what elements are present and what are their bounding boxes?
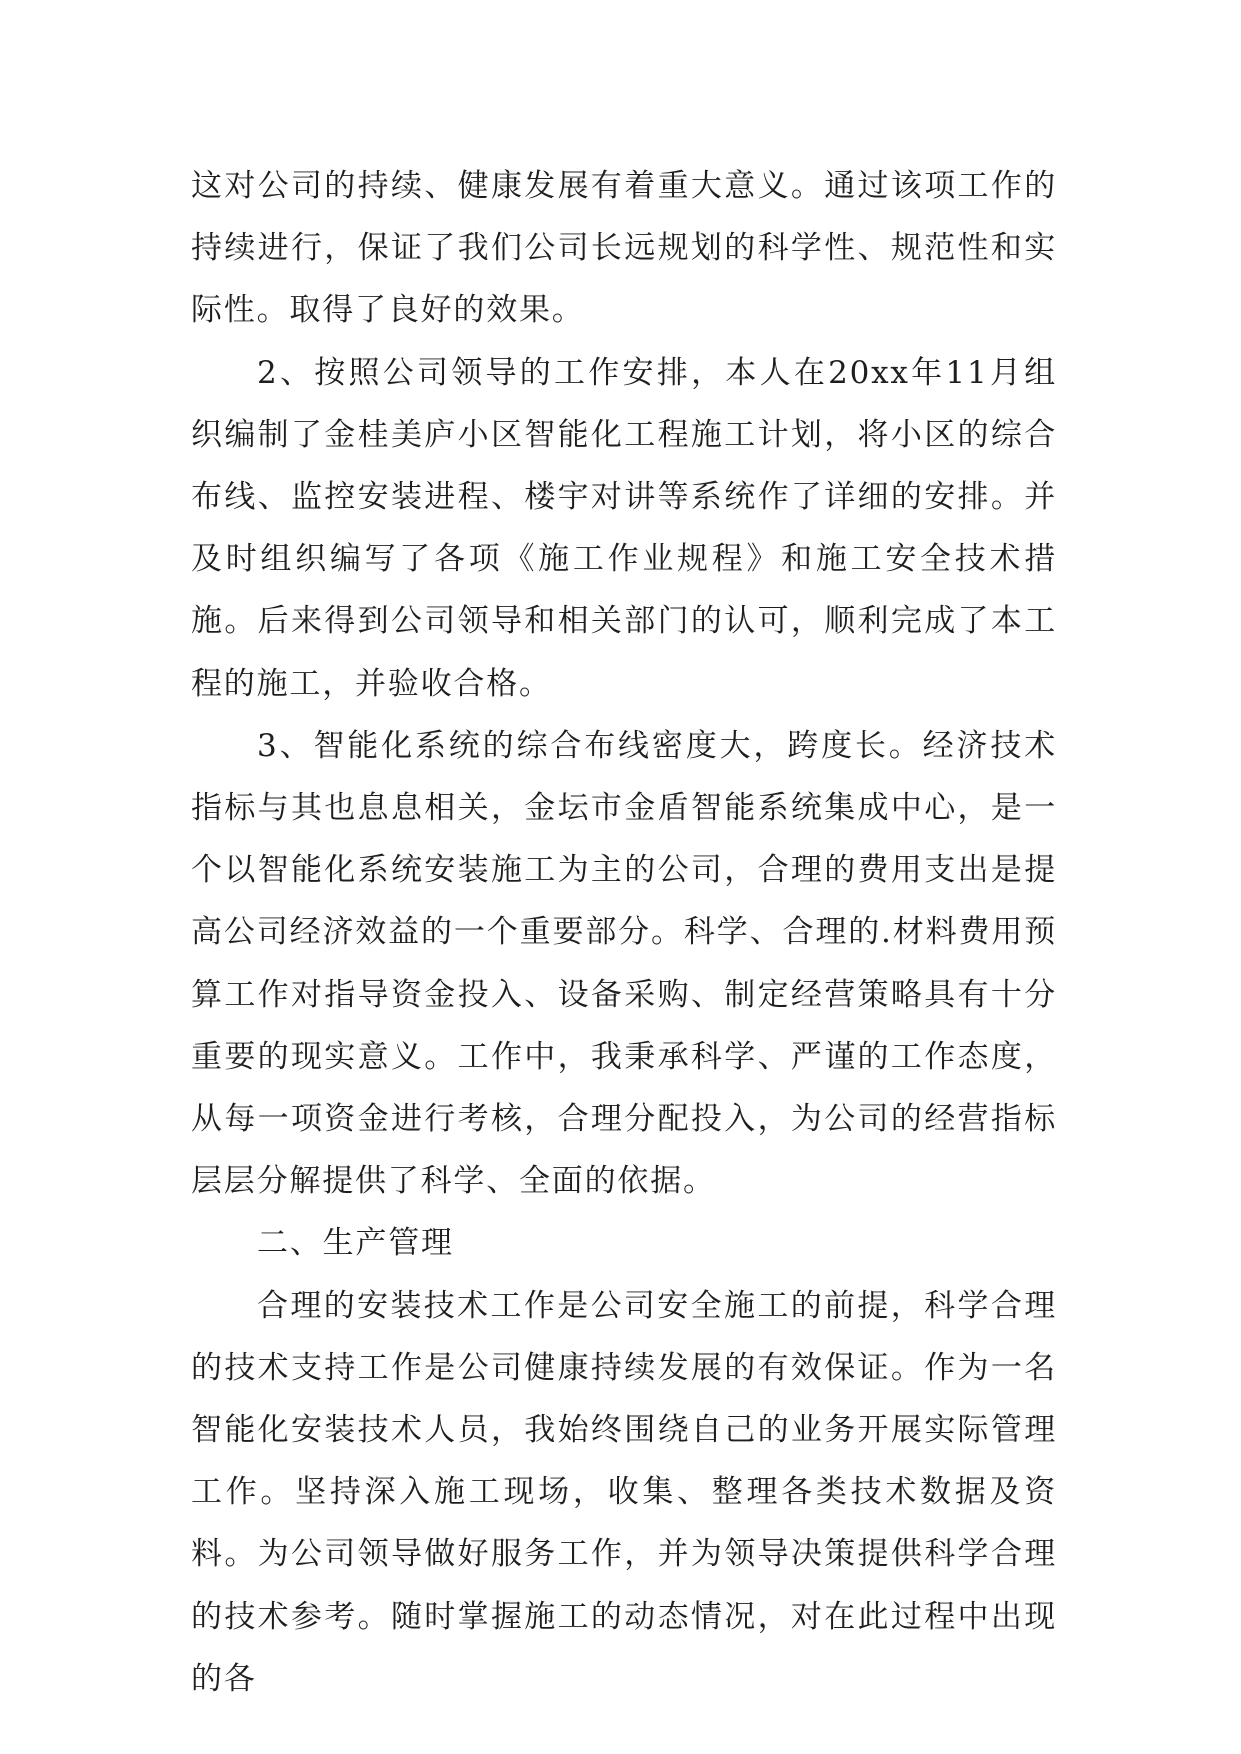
paragraph-item-3: 3、智能化系统的综合布线密度大，跨度长。经济技术指标与其也息息相关，金坛市金盾智能系统集成中心，是一个以智能化系统安装施工为主的公司，合理的费用支出是提高公司经济效益的一个重要部分。科学、合理的.材料费用预算工作对指导资金投入、设备采购、制定经营策略具有十分重要的现实意义。工作中，我秉承科学、严谨的工作态度，从每一项资金进行考核，合理分配投入，为公司的经营指标层层分解提供了科学、全面的依据。 bbox=[191, 727, 1057, 1200]
section-heading-production-management: 二、生产管理 bbox=[257, 1225, 454, 1262]
paragraph-production-management-body: 合理的安装技术工作是公司安全施工的前提，科学合理的技术支持工作是公司健康持续发展的有效保证。作为一名智能化安装技术人员，我始终围绕自己的业务开展实际管理工作。坚持深入施工现场，收集、整理各类技术数据及资料。为公司领导做好服务工作，并为领导决策提供科学合理的技术参考。随时掌握施工的动态情况，对在此过程中出现的各 bbox=[191, 1287, 1057, 1697]
paragraph-item-2: 2、按照公司领导的工作安排，本人在20xx年11月组织编制了金桂美庐小区智能化工程施工计划，将小区的综合布线、监控安装进程、楼宇对讲等系统作了详细的安排。并及时组织编写了各项《施工作业规程》和施工安全技术措施。后来得到公司领导和相关部门的认可，顺利完成了本工程的施工，并验收合格。 bbox=[191, 354, 1057, 702]
document-body bbox=[191, 155, 1057, 1710]
paragraph-continued-intro: 这对公司的持续、健康发展有着重大意义。通过该项工作的持续进行，保证了我们公司长远规划的科学性、规范性和实际性。取得了良好的效果。 bbox=[191, 168, 1057, 329]
